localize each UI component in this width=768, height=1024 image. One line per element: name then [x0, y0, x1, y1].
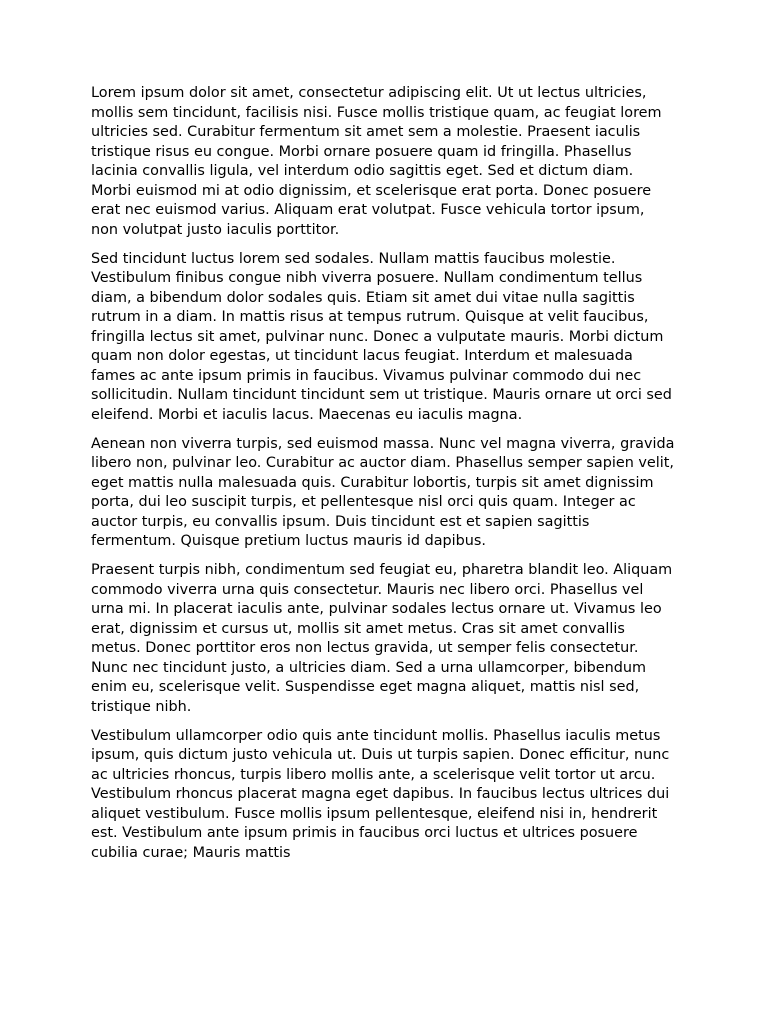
paragraph-3: Aenean non viverra turpis, sed euismod massa. Nunc vel magna viverra, gravida libero non, pulvinar leo. Curabitur ac auctor diam. Phasellus semper sapien velit, eget mattis nulla malesuada quis. Curabitur lobortis, turpis sit amet dignissim porta, dui leo suscipit turpis, et pellentesque nisl orci quis quam. Integer ac auctor turpis, eu convallis ipsum. Duis tincidunt est et sapien sagittis fermentum. Quisque pretium luctus mauris id dapibus.: [91, 435, 675, 549]
paragraph-2: Sed tincidunt luctus lorem sed sodales. Nullam mattis faucibus molestie. Vestibulum finibus congue nibh viverra posuere. Nullam condimentum tellus diam, a bibendum dolor sodales quis. Etiam sit amet dui vitae nulla sagittis rutrum in a diam. In mattis risus at tempus rutrum. Quisque at velit faucibus, fringilla lectus sit amet, pulvinar nunc. Donec a vulputate mauris. Morbi dictum quam non dolor egestas, ut tincidunt lacus feugiat. Interdum et malesuada fames ac ante ipsum primis in faucibus. Vivamus pulvinar commodo dui nec sollicitudin. Nullam tincidunt tincidunt sem ut tristique. Mauris ornare ut orci sed eleifend. Morbi et iaculis lacus. Maecenas eu iaculis magna.: [91, 250, 672, 423]
paragraph-5: Vestibulum ullamcorper odio quis ante tincidunt mollis. Phasellus iaculis metus ipsum, quis dictum justo vehicula ut. Duis ut turpis sapien. Donec efficitur, nunc ac ultricies rhoncus, turpis libero mollis ante, a scelerisque velit tortor ut arcu. Vestibulum rhoncus placerat magna eget dapibus. In faucibus lectus ultrices dui aliquet vestibulum. Fusce mollis ipsum pellentesque, eleifend nisi in, hendrerit est. Vestibulum ante ipsum primis in faucibus orci luctus et ultrices posuere cubilia curae; Mauris mattis: [91, 727, 670, 861]
paragraph-4: Praesent turpis nibh, condimentum sed feugiat eu, pharetra blandit leo. Aliquam commodo viverra urna quis consectetur. Mauris nec libero orci. Phasellus vel urna mi. In placerat iaculis ante, pulvinar sodales lectus ornare ut. Vivamus leo erat, dignissim et cursus ut, mollis sit amet metus. Cras sit amet convallis metus. Donec porttitor eros non lectus gravida, ut semper felis consectetur. Nunc nec tincidunt justo, a ultricies diam. Sed a urna ullamcorper, bibendum enim eu, scelerisque velit. Suspendisse eget magna aliquet, mattis nisl sed, tristique nibh.: [91, 562, 673, 715]
paragraph-1: Lorem ipsum dolor sit amet, consectetur adipiscing elit. Ut ut lectus ultricies, mollis sem tincidunt, facilisis nisi. Fusce mollis tristique quam, ac feugiat lorem ultricies sed. Curabitur fermentum sit amet sem a molestie. Praesent iaculis tristique risus eu congue. Morbi ornare posuere quam id fringilla. Phasellus lacinia convallis ligula, vel interdum odio sagittis eget. Sed et dictum diam. Morbi euismod mi at odio dignissim, et scelerisque erat porta. Donec posuere erat nec euismod varius. Aliquam erat volutpat. Fusce vehicula tortor ipsum, non volutpat justo iaculis porttitor.: [91, 85, 662, 238]
document-page: [91, 84, 675, 873]
